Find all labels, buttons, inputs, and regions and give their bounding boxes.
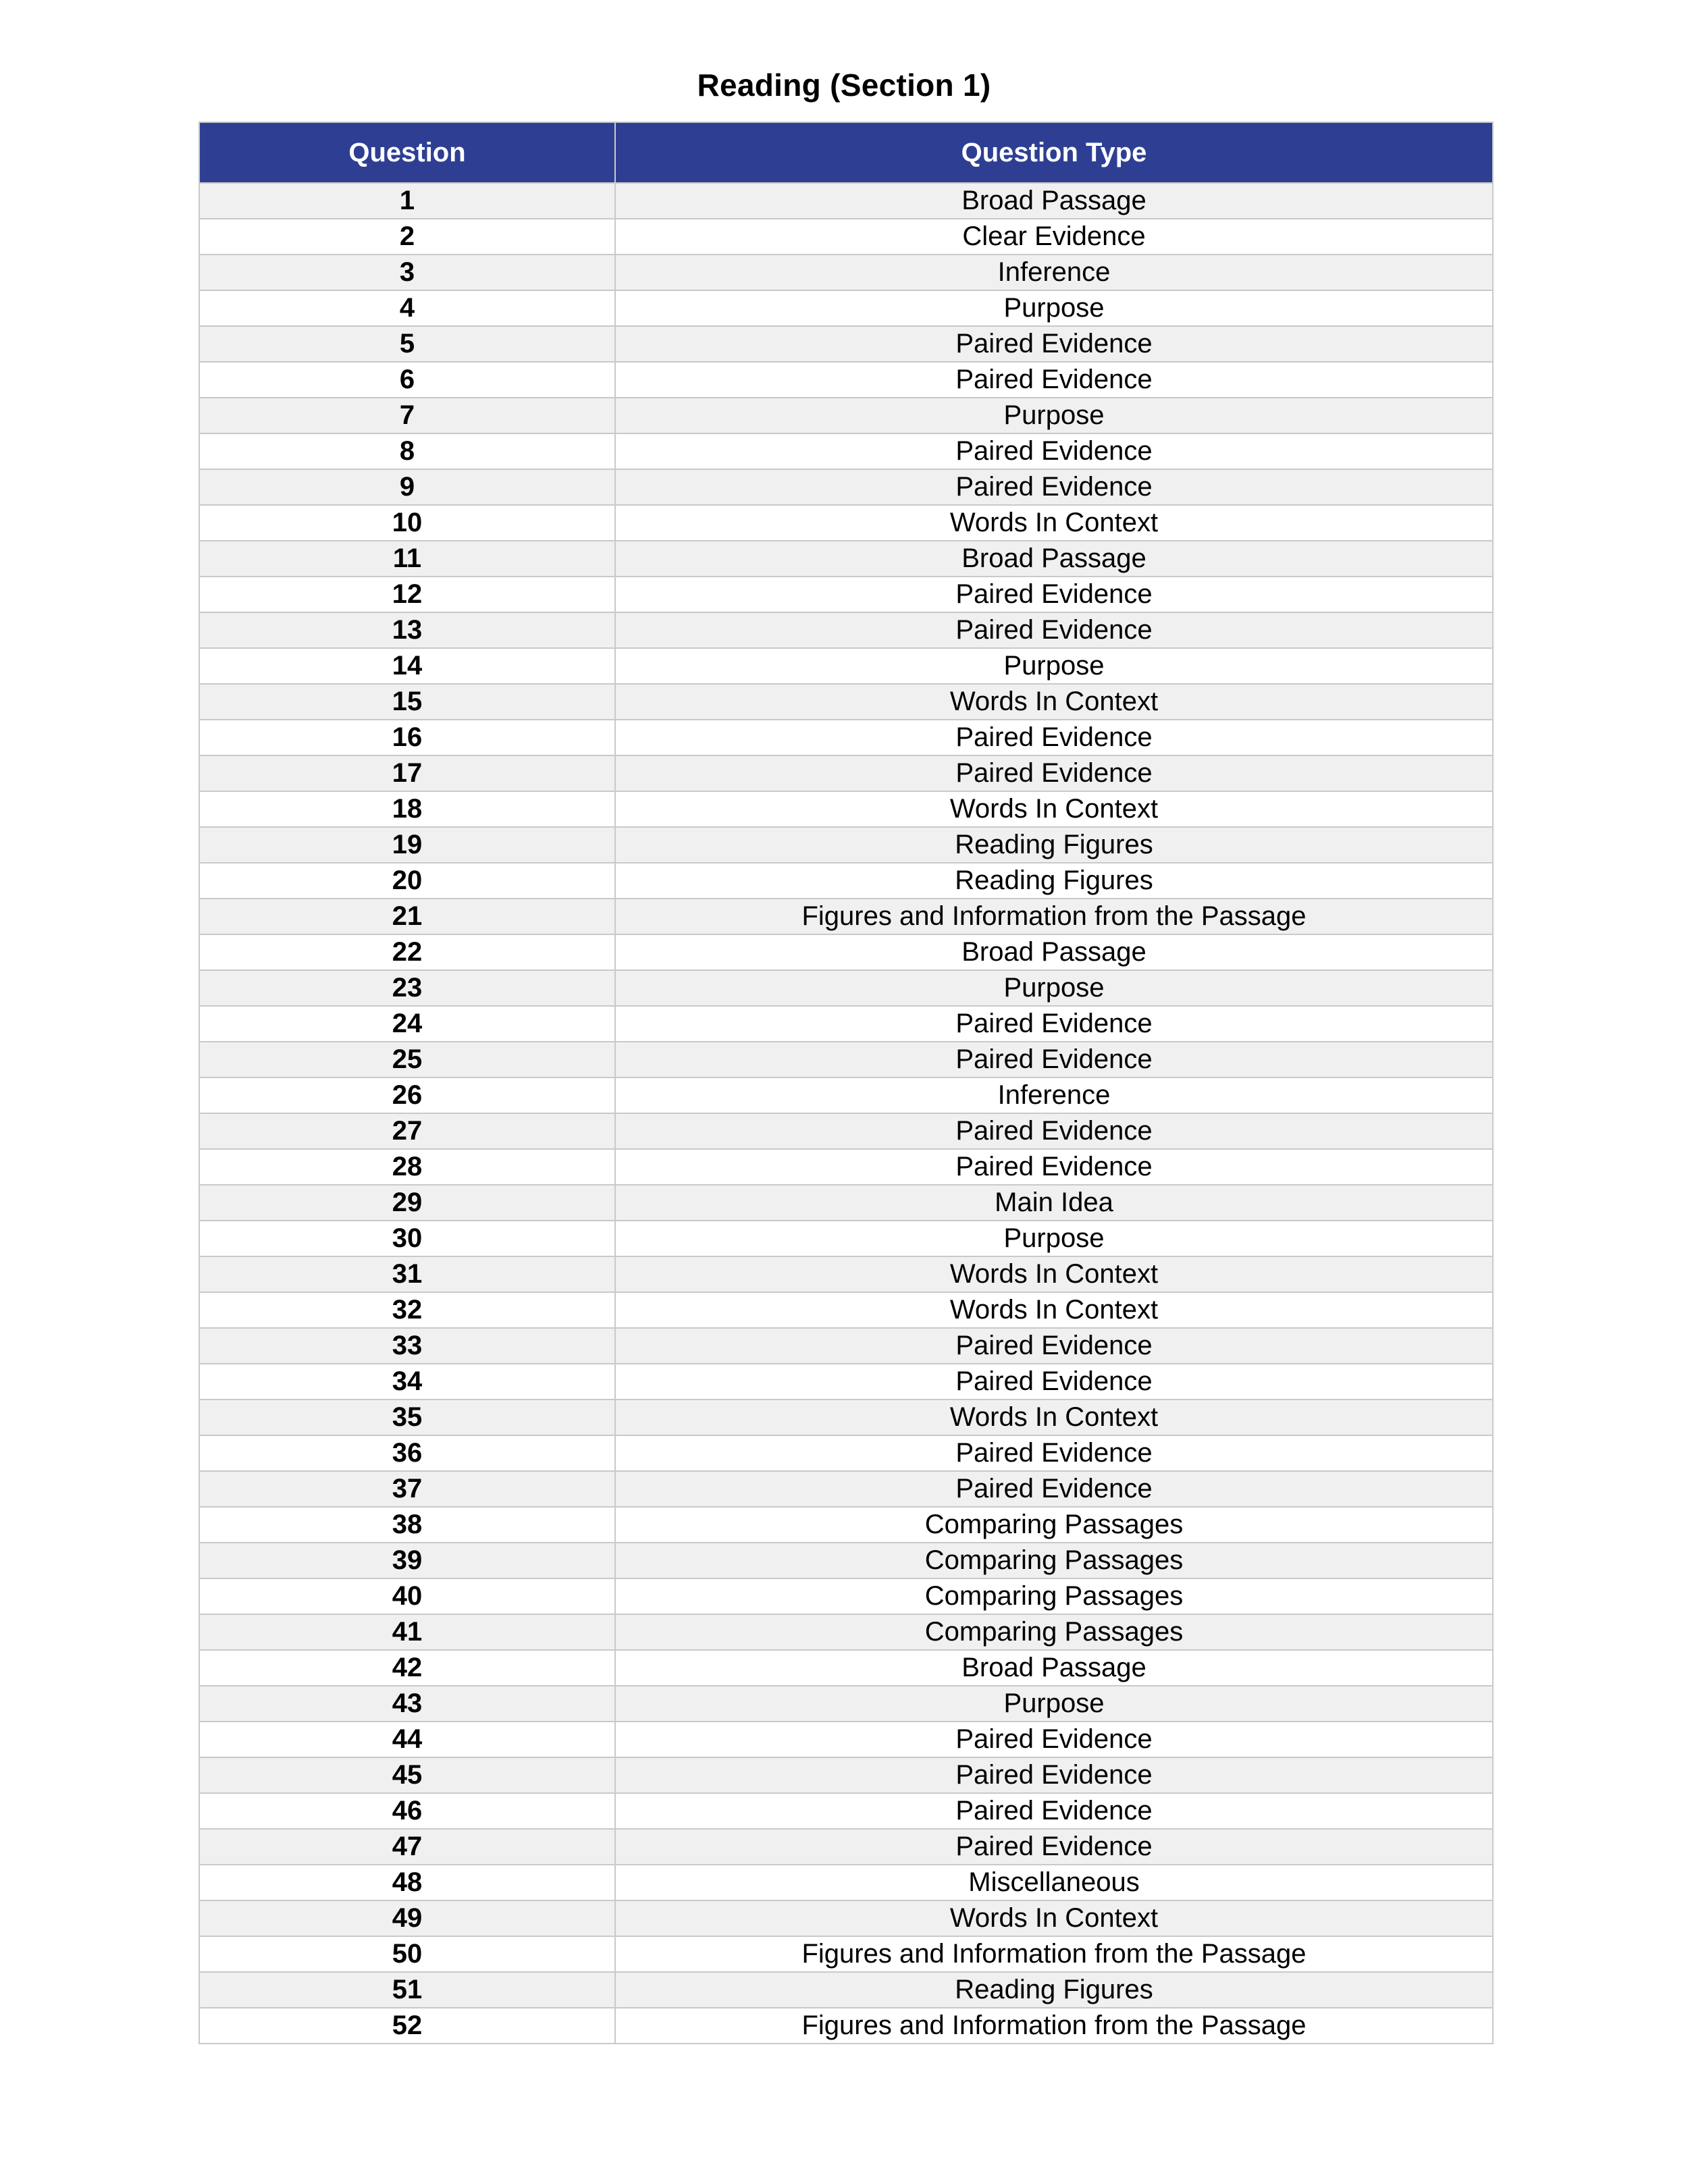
table-row <box>199 398 1493 433</box>
table-row <box>199 1722 1493 1757</box>
question-type-cell: Paired Evidence <box>615 469 1493 505</box>
question-number-cell: 46 <box>199 1793 615 1829</box>
question-number-cell: 10 <box>199 505 615 541</box>
table-row <box>199 1936 1493 1972</box>
table-row <box>199 362 1493 398</box>
question-type-cell: Reading Figures <box>615 863 1493 899</box>
question-type-cell: Paired Evidence <box>615 1364 1493 1400</box>
table-row <box>199 1972 1493 2008</box>
question-type-cell: Paired Evidence <box>615 1829 1493 1865</box>
table-row <box>199 1650 1493 1686</box>
question-number-cell: 44 <box>199 1722 615 1757</box>
question-type-cell: Clear Evidence <box>615 219 1493 255</box>
table-row <box>199 326 1493 362</box>
table-row <box>199 1900 1493 1936</box>
table-row <box>199 1793 1493 1829</box>
question-type-cell: Broad Passage <box>615 541 1493 577</box>
table-row <box>199 755 1493 791</box>
table-row <box>199 827 1493 863</box>
question-number-cell: 40 <box>199 1578 615 1614</box>
table-row <box>199 2008 1493 2044</box>
question-type-cell: Purpose <box>615 398 1493 433</box>
question-number-cell: 39 <box>199 1543 615 1578</box>
question-number-cell: 23 <box>199 970 615 1006</box>
question-type-cell: Words In Context <box>615 1900 1493 1936</box>
table-row <box>199 577 1493 612</box>
table-row <box>199 1757 1493 1793</box>
question-type-cell: Paired Evidence <box>615 326 1493 362</box>
table-row <box>199 1686 1493 1722</box>
table-row <box>199 791 1493 827</box>
question-type-cell: Paired Evidence <box>615 1042 1493 1077</box>
question-number-cell: 45 <box>199 1757 615 1793</box>
question-number-cell: 47 <box>199 1829 615 1865</box>
question-number-cell: 41 <box>199 1614 615 1650</box>
question-number-cell: 16 <box>199 720 615 755</box>
question-number-cell: 20 <box>199 863 615 899</box>
question-type-cell: Comparing Passages <box>615 1614 1493 1650</box>
question-type-cell: Words In Context <box>615 791 1493 827</box>
question-number-cell: 29 <box>199 1185 615 1221</box>
question-type-cell: Paired Evidence <box>615 1757 1493 1793</box>
question-type-cell: Paired Evidence <box>615 755 1493 791</box>
table-row <box>199 1507 1493 1543</box>
table-row <box>199 541 1493 577</box>
question-number-cell: 37 <box>199 1471 615 1507</box>
question-type-cell: Inference <box>615 1077 1493 1113</box>
question-number-cell: 36 <box>199 1435 615 1471</box>
question-number-cell: 33 <box>199 1328 615 1364</box>
question-number-cell: 34 <box>199 1364 615 1400</box>
question-number-cell: 12 <box>199 577 615 612</box>
question-number-cell: 26 <box>199 1077 615 1113</box>
table-row <box>199 1006 1493 1042</box>
question-type-cell: Inference <box>615 255 1493 290</box>
question-type-cell: Comparing Passages <box>615 1507 1493 1543</box>
table-row <box>199 1471 1493 1507</box>
table-row <box>199 1256 1493 1292</box>
table-header-row <box>199 122 1493 183</box>
question-type-cell: Words In Context <box>615 1256 1493 1292</box>
question-number-cell: 9 <box>199 469 615 505</box>
table-row <box>199 720 1493 755</box>
question-number-cell: 6 <box>199 362 615 398</box>
question-type-cell: Figures and Information from the Passage <box>615 899 1493 934</box>
table-row <box>199 1364 1493 1400</box>
question-number-cell: 48 <box>199 1865 615 1900</box>
table-row <box>199 1865 1493 1900</box>
question-number-cell: 50 <box>199 1936 615 1972</box>
table-row <box>199 1578 1493 1614</box>
question-type-cell: Purpose <box>615 290 1493 326</box>
question-number-cell: 30 <box>199 1221 615 1256</box>
header-question: Question <box>199 122 615 183</box>
question-number-cell: 18 <box>199 791 615 827</box>
question-number-cell: 8 <box>199 433 615 469</box>
table-row <box>199 1292 1493 1328</box>
question-number-cell: 13 <box>199 612 615 648</box>
question-number-cell: 2 <box>199 219 615 255</box>
table-row <box>199 1400 1493 1435</box>
table-row <box>199 1614 1493 1650</box>
table-row <box>199 1149 1493 1185</box>
question-number-cell: 17 <box>199 755 615 791</box>
table-row <box>199 1113 1493 1149</box>
question-type-cell: Purpose <box>615 970 1493 1006</box>
question-type-cell: Paired Evidence <box>615 1149 1493 1185</box>
table-row <box>199 1221 1493 1256</box>
question-type-cell: Broad Passage <box>615 1650 1493 1686</box>
question-number-cell: 7 <box>199 398 615 433</box>
table-row <box>199 219 1493 255</box>
table-row <box>199 505 1493 541</box>
table-row <box>199 612 1493 648</box>
table-row <box>199 934 1493 970</box>
question-type-cell: Reading Figures <box>615 1972 1493 2008</box>
table-row <box>199 1042 1493 1077</box>
question-number-cell: 22 <box>199 934 615 970</box>
table-row <box>199 433 1493 469</box>
question-type-cell: Figures and Information from the Passage <box>615 2008 1493 2044</box>
question-number-cell: 28 <box>199 1149 615 1185</box>
question-type-cell: Paired Evidence <box>615 433 1493 469</box>
question-type-cell: Broad Passage <box>615 183 1493 219</box>
question-number-cell: 3 <box>199 255 615 290</box>
question-number-cell: 52 <box>199 2008 615 2044</box>
header-question-type: Question Type <box>615 122 1493 183</box>
question-number-cell: 35 <box>199 1400 615 1435</box>
question-type-cell: Words In Context <box>615 505 1493 541</box>
question-type-table <box>199 122 1494 2044</box>
question-type-cell: Comparing Passages <box>615 1578 1493 1614</box>
question-number-cell: 38 <box>199 1507 615 1543</box>
question-type-cell: Paired Evidence <box>615 720 1493 755</box>
table-row <box>199 469 1493 505</box>
question-number-cell: 51 <box>199 1972 615 2008</box>
table-row <box>199 648 1493 684</box>
question-number-cell: 15 <box>199 684 615 720</box>
question-type-cell: Purpose <box>615 1221 1493 1256</box>
question-number-cell: 11 <box>199 541 615 577</box>
table-row <box>199 1077 1493 1113</box>
question-number-cell: 14 <box>199 648 615 684</box>
question-number-cell: 43 <box>199 1686 615 1722</box>
table-row <box>199 1543 1493 1578</box>
question-type-cell: Purpose <box>615 1686 1493 1722</box>
table-row <box>199 899 1493 934</box>
table-row <box>199 1435 1493 1471</box>
table-row <box>199 684 1493 720</box>
question-number-cell: 49 <box>199 1900 615 1936</box>
question-number-cell: 27 <box>199 1113 615 1149</box>
question-type-cell: Purpose <box>615 648 1493 684</box>
table-row <box>199 1328 1493 1364</box>
table-row <box>199 183 1493 219</box>
question-type-cell: Broad Passage <box>615 934 1493 970</box>
question-type-cell: Words In Context <box>615 1292 1493 1328</box>
table-row <box>199 1829 1493 1865</box>
question-type-cell: Words In Context <box>615 1400 1493 1435</box>
question-number-cell: 4 <box>199 290 615 326</box>
table-row <box>199 290 1493 326</box>
question-type-cell: Paired Evidence <box>615 1113 1493 1149</box>
question-type-cell: Paired Evidence <box>615 362 1493 398</box>
question-number-cell: 5 <box>199 326 615 362</box>
question-type-cell: Paired Evidence <box>615 1328 1493 1364</box>
question-number-cell: 31 <box>199 1256 615 1292</box>
question-type-cell: Reading Figures <box>615 827 1493 863</box>
question-number-cell: 24 <box>199 1006 615 1042</box>
page-title: Reading (Section 1) <box>697 68 991 103</box>
question-number-cell: 21 <box>199 899 615 934</box>
table-row <box>199 970 1493 1006</box>
question-number-cell: 42 <box>199 1650 615 1686</box>
question-type-cell: Comparing Passages <box>615 1543 1493 1578</box>
question-type-cell: Figures and Information from the Passage <box>615 1936 1493 1972</box>
question-number-cell: 32 <box>199 1292 615 1328</box>
table-row <box>199 1185 1493 1221</box>
question-type-cell: Paired Evidence <box>615 1006 1493 1042</box>
question-type-cell: Miscellaneous <box>615 1865 1493 1900</box>
table-row <box>199 863 1493 899</box>
question-type-cell: Paired Evidence <box>615 1435 1493 1471</box>
table-row <box>199 255 1493 290</box>
question-type-cell: Paired Evidence <box>615 1471 1493 1507</box>
question-type-cell: Main Idea <box>615 1185 1493 1221</box>
question-number-cell: 25 <box>199 1042 615 1077</box>
question-number-cell: 19 <box>199 827 615 863</box>
question-number-cell: 1 <box>199 183 615 219</box>
question-type-cell: Paired Evidence <box>615 577 1493 612</box>
question-type-cell: Paired Evidence <box>615 612 1493 648</box>
question-type-cell: Words In Context <box>615 684 1493 720</box>
question-type-cell: Paired Evidence <box>615 1722 1493 1757</box>
question-type-cell: Paired Evidence <box>615 1793 1493 1829</box>
